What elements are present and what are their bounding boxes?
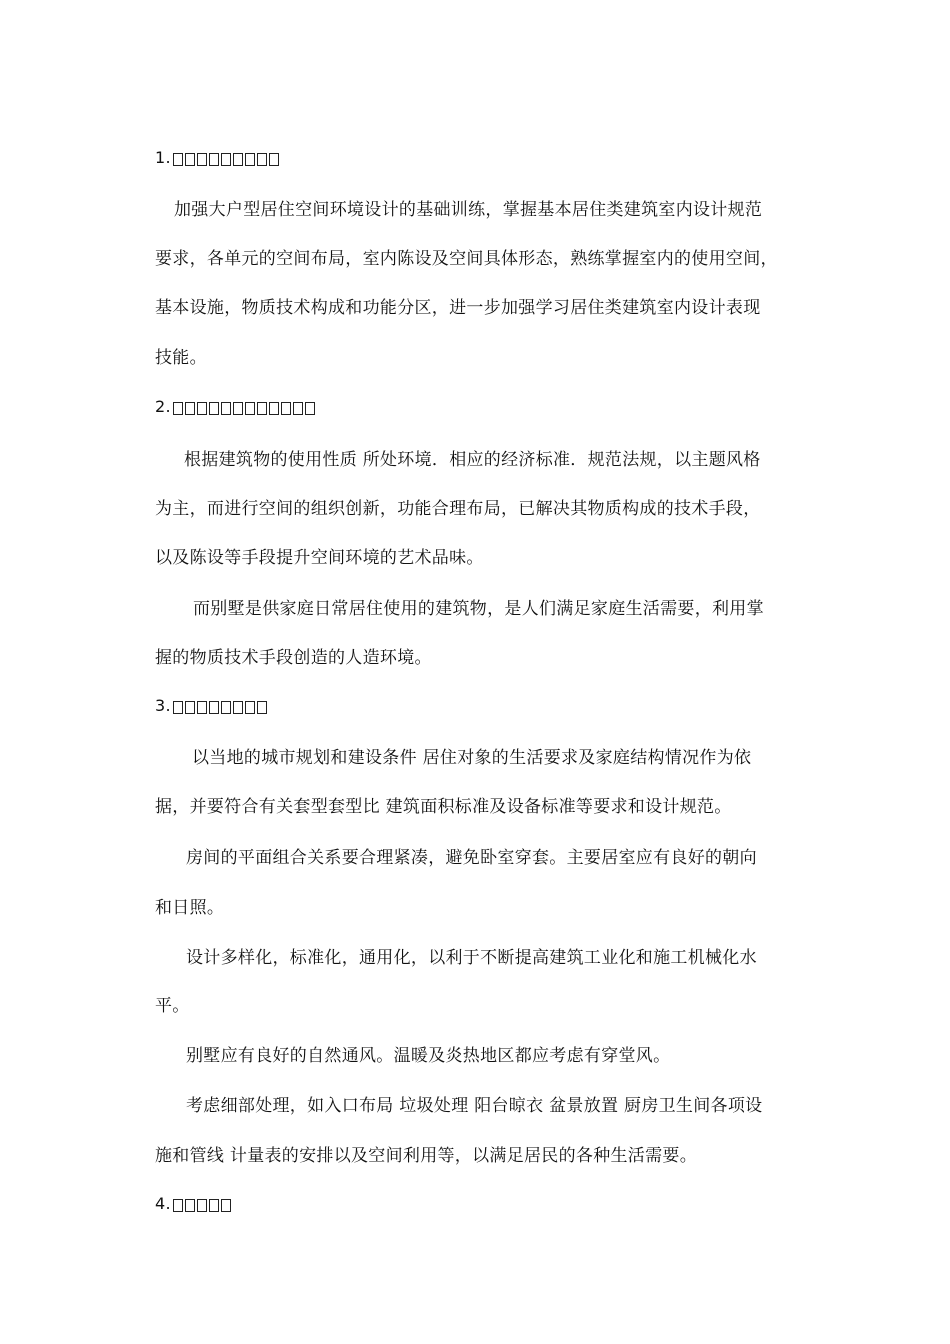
- paragraph-line: 根据建筑物的使用性质 所处环境．相应的经济标准．规范法规，以主题风格: [184, 450, 761, 470]
- paragraph-line: 设计多样化，标准化，通用化，以利于不断提高建筑工业化和施工机械化水: [186, 948, 757, 968]
- paragraph-line: 基本设施，物质技术构成和功能分区，进一步加强学习居住类建筑室内设计表现: [155, 298, 761, 318]
- missing-glyph-boxes: [173, 1193, 233, 1217]
- section-number: 4.: [155, 1194, 171, 1213]
- paragraph-line: 技能。: [155, 348, 207, 368]
- paragraph-line: 平。: [155, 996, 190, 1016]
- section-number: 3.: [155, 696, 171, 715]
- missing-glyph-boxes: [173, 695, 269, 719]
- paragraph-line: 据，并要符合有关套型套型比 建筑面积标准及设备标准等要求和设计规范。: [155, 797, 732, 817]
- paragraph-line: 以及陈设等手段提升空间环境的艺术品味。: [155, 548, 484, 568]
- paragraph-line: 别墅应有良好的自然通风。温暖及炎热地区都应考虑有穿堂风。: [186, 1046, 671, 1066]
- section-2-heading: [155, 395, 317, 420]
- paragraph-line: 考虑细部处理，如入口布局 垃圾处理 阳台晾衣 盆景放置 厨房卫生间各项设: [186, 1096, 763, 1116]
- missing-glyph-boxes: [173, 396, 317, 420]
- paragraph-line: 以当地的城市规划和建设条件 居住对象的生活要求及家庭结构情况作为依: [192, 748, 752, 768]
- section-4-heading: [155, 1192, 233, 1217]
- paragraph-line: 房间的平面组合关系要合理紧凑，避免卧室穿套。主要居室应有良好的朝向: [186, 848, 757, 868]
- paragraph-line: 要求，各单元的空间布局，室内陈设及空间具体形态，熟练掌握室内的使用空间，: [155, 249, 778, 269]
- section-3-heading: [155, 694, 269, 719]
- paragraph-line: 握的物质技术手段创造的人造环境。: [155, 648, 432, 668]
- paragraph-line: 和日照。: [155, 898, 225, 918]
- section-1-heading: [155, 146, 281, 171]
- missing-glyph-boxes: [173, 147, 281, 171]
- paragraph-line: 为主，而进行空间的组织创新，功能合理布局，已解决其物质构成的技术手段，: [155, 499, 761, 519]
- section-number: 1.: [155, 148, 171, 167]
- paragraph-line: 加强大户型居住空间环境设计的基础训练，掌握基本居住类建筑室内设计规范: [174, 200, 763, 220]
- paragraph-line: 施和管线 计量表的安排以及空间利用等，以满足居民的各种生活需要。: [155, 1146, 698, 1166]
- paragraph-line: 而别墅是供家庭日常居住使用的建筑物，是人们满足家庭生活需要，利用掌: [193, 599, 764, 619]
- section-number: 2.: [155, 397, 171, 416]
